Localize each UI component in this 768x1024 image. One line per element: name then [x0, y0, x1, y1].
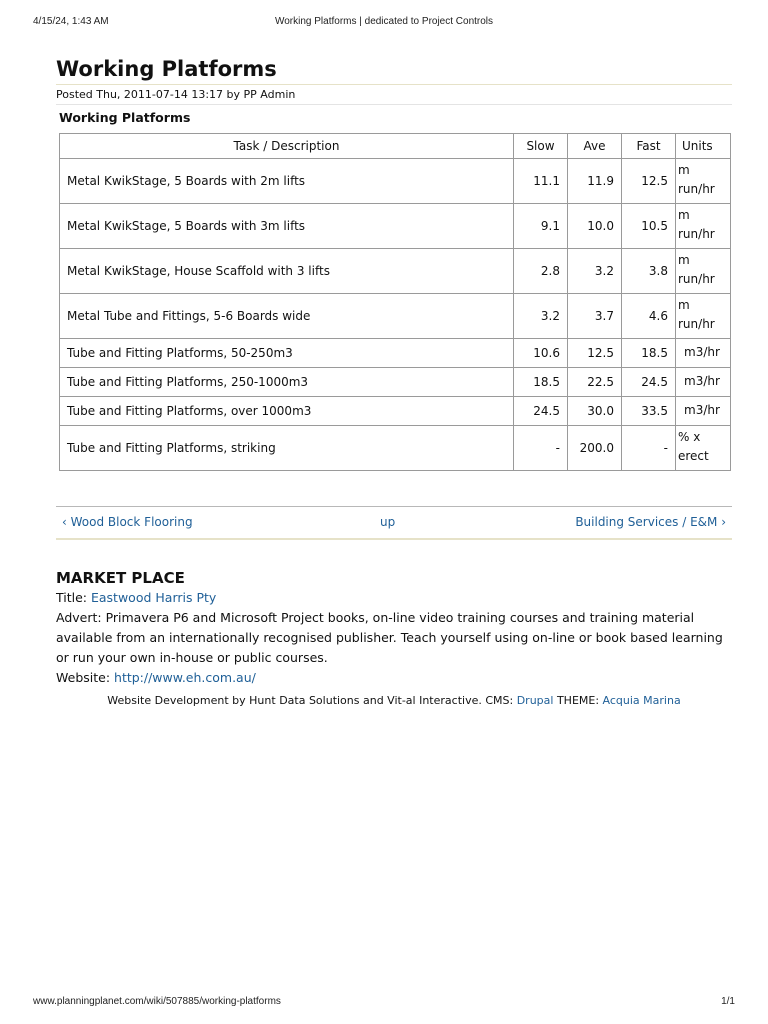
cell-slow: 3.2 [514, 294, 568, 339]
cell-units [676, 249, 731, 294]
cell-fast: 33.5 [622, 397, 676, 426]
cell-fast: 3.8 [622, 249, 676, 294]
print-page-number: 1/1 [721, 996, 735, 1007]
up-link[interactable]: up [380, 515, 396, 529]
cms-link[interactable]: Drupal [516, 694, 554, 707]
cell-fast: 10.5 [622, 204, 676, 249]
market-website-link[interactable]: http://www.eh.com.au/ [114, 670, 256, 685]
table-header-row [60, 134, 731, 159]
cell-description: Metal KwikStage, 5 Boards with 3m lifts [60, 204, 514, 249]
cell-description: Metal Tube and Fittings, 5-6 Boards wide [60, 294, 514, 339]
cell-slow: 11.1 [514, 159, 568, 204]
cell-units [676, 159, 731, 204]
cell-fast: 18.5 [622, 339, 676, 368]
market-website-label: Website: [56, 670, 115, 685]
cell-slow: 2.8 [514, 249, 568, 294]
header-slow: Slow [514, 134, 568, 159]
cell-ave: 12.5 [568, 339, 622, 368]
units-line: m [678, 298, 690, 312]
cell-slow: 18.5 [514, 368, 568, 397]
cell-description: Tube and Fitting Platforms, over 1000m3 [60, 397, 514, 426]
main-content [56, 56, 732, 707]
cell-ave: 30.0 [568, 397, 622, 426]
table-row [60, 204, 731, 249]
table-row [60, 249, 731, 294]
page-title: Working Platforms [56, 56, 732, 85]
cell-units: m3/hr [676, 339, 731, 368]
cell-ave: 10.0 [568, 204, 622, 249]
cell-description: Tube and Fitting Platforms, 50-250m3 [60, 339, 514, 368]
credits-text: Website Development by Hunt Data Solutions and Vit-al Interactive. CMS: [107, 694, 517, 707]
cell-units [676, 294, 731, 339]
table-row [60, 397, 731, 426]
units-line: m [678, 163, 690, 177]
market-advert: Advert: Primavera P6 and Microsoft Project books, on-line video training courses and training material available from an internationally recognised publisher. Teach yourself using on-line or book based learning or run your own in-house or public courses. [56, 610, 723, 665]
print-page-title: Working Platforms | dedicated to Project Controls [274, 16, 494, 27]
cell-description: Tube and Fitting Platforms, striking [60, 426, 514, 471]
book-navigation [56, 506, 732, 540]
cell-units [676, 426, 731, 471]
print-date: 4/15/24, 1:43 AM [33, 16, 109, 27]
market-place-block [56, 568, 736, 688]
header-fast: Fast [622, 134, 676, 159]
table-row [60, 368, 731, 397]
units-line: run/hr [678, 182, 715, 196]
cell-units: m3/hr [676, 368, 731, 397]
header-ave: Ave [568, 134, 622, 159]
theme-link[interactable]: Acquia Marina [602, 694, 681, 707]
cell-description: Metal KwikStage, 5 Boards with 2m lifts [60, 159, 514, 204]
rates-table [59, 133, 731, 471]
cell-slow: 9.1 [514, 204, 568, 249]
print-footer [33, 996, 735, 1010]
table-row [60, 294, 731, 339]
cell-description: Metal KwikStage, House Scaffold with 3 lifts [60, 249, 514, 294]
cell-ave: 11.9 [568, 159, 622, 204]
cell-ave: 200.0 [568, 426, 622, 471]
cell-fast: - [622, 426, 676, 471]
cell-units [676, 204, 731, 249]
table-caption: Working Platforms [59, 110, 191, 125]
cell-fast: 4.6 [622, 294, 676, 339]
cell-ave: 3.2 [568, 249, 622, 294]
cell-slow: - [514, 426, 568, 471]
print-header [33, 16, 735, 30]
submitted-info: Posted Thu, 2011-07-14 13:17 by PP Admin [56, 85, 732, 105]
units-line: % x [678, 430, 701, 444]
cell-description: Tube and Fitting Platforms, 250-1000m3 [60, 368, 514, 397]
market-title-line [56, 588, 736, 608]
table-row [60, 426, 731, 471]
cell-ave: 22.5 [568, 368, 622, 397]
market-website-line [56, 668, 736, 688]
units-line: m [678, 253, 690, 267]
cell-fast: 12.5 [622, 159, 676, 204]
units-line: run/hr [678, 317, 715, 331]
units-line: run/hr [678, 272, 715, 286]
table-row [60, 159, 731, 204]
units-line: run/hr [678, 227, 715, 241]
next-page-link[interactable]: Building Services / E&M › [575, 515, 726, 529]
market-title-link[interactable]: Eastwood Harris Pty [90, 590, 217, 605]
site-credits [56, 693, 732, 709]
units-line: m [678, 208, 690, 222]
header-units: Units [676, 134, 731, 159]
cell-slow: 24.5 [514, 397, 568, 426]
market-title-label: Title: [56, 590, 91, 605]
cell-units: m3/hr [676, 397, 731, 426]
units-line: erect [678, 449, 709, 463]
theme-label: THEME: [553, 694, 603, 707]
header-task-description: Task / Description [60, 134, 514, 159]
cell-slow: 10.6 [514, 339, 568, 368]
cell-fast: 24.5 [622, 368, 676, 397]
prev-page-link[interactable]: ‹ Wood Block Flooring [62, 515, 193, 529]
market-place-heading: MARKET PLACE [56, 569, 185, 587]
cell-ave: 3.7 [568, 294, 622, 339]
print-url: www.planningplanet.com/wiki/507885/working-platforms [33, 996, 281, 1007]
table-row [60, 339, 731, 368]
